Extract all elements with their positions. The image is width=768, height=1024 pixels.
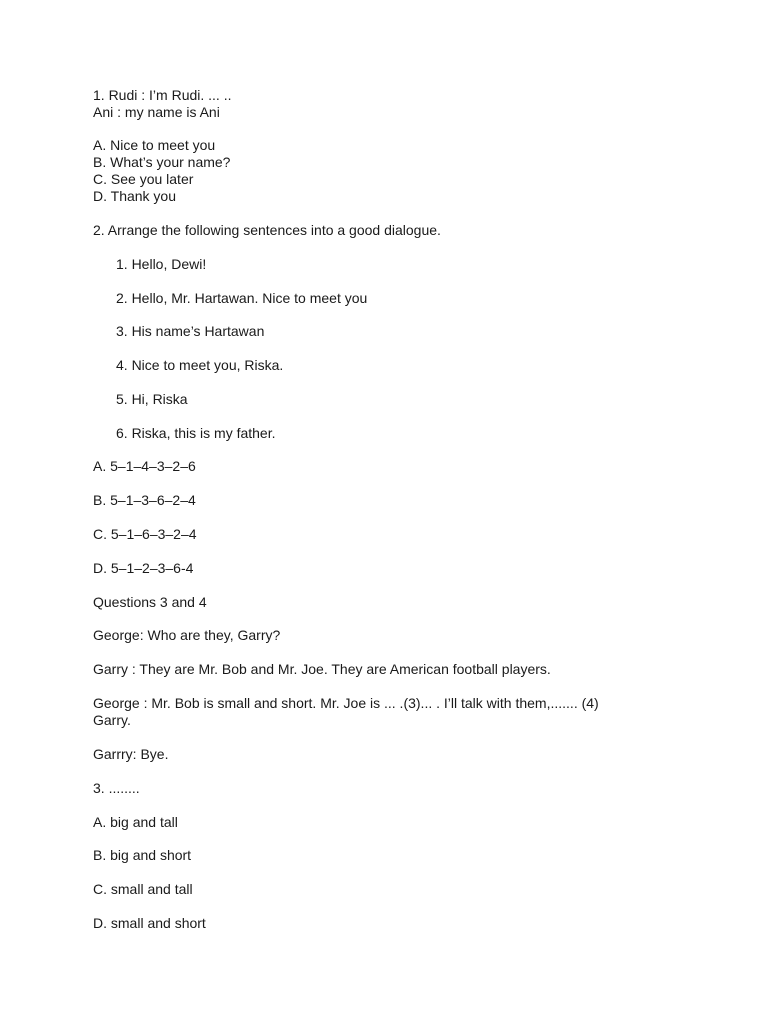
q1-line-1: 1. Rudi : I’m Rudi. ... .. (93, 87, 232, 103)
q3-option-c: C. small and tall (93, 881, 193, 897)
q2-sentence-5: 5. Hi, Riska (116, 391, 188, 407)
q3-option-b: B. big and short (93, 847, 192, 863)
q2-option-c: C. 5–1–6–3–2–4 (93, 526, 197, 542)
q1-option-c: C. See you later (93, 171, 194, 187)
q2-sentence-3: 3. His name’s Hartawan (116, 323, 265, 339)
q2-sentence-2: 2. Hello, Mr. Hartawan. Nice to meet you (116, 290, 368, 306)
q1-option-a: A. Nice to meet you (93, 137, 216, 153)
q3-option-a: A. big and tall (93, 814, 178, 830)
q3-option-d: D. small and short (93, 915, 206, 931)
q34-dialogue-4: Garrry: Bye. (93, 746, 169, 762)
q34-dialogue-1: George: Who are they, Garry? (93, 627, 281, 643)
q1-option-b: B. What’s your name? (93, 154, 231, 170)
q2-sentence-4: 4. Nice to meet you, Riska. (116, 357, 284, 373)
q2-prompt: 2. Arrange the following sentences into a good dialogue. (93, 222, 441, 238)
q34-heading: Questions 3 and 4 (93, 594, 207, 610)
q2-sentence-6: 6. Riska, this is my father. (116, 425, 276, 441)
q3-stem: 3. ........ (93, 780, 140, 796)
q1-option-d: D. Thank you (93, 188, 177, 204)
q2-sentence-1: 1. Hello, Dewi! (116, 256, 207, 272)
q34-dialogue-3: George : Mr. Bob is small and short. Mr. Joe is ... .(3)... . I’ll talk with them,....... (4) (93, 695, 599, 711)
q34-dialogue-2: Garry : They are Mr. Bob and Mr. Joe. They are American football players. (93, 661, 551, 677)
q2-option-a: A. 5–1–4–3–2–6 (93, 458, 196, 474)
q2-option-b: B. 5–1–3–6–2–4 (93, 492, 196, 508)
q1-line-2: Ani : my name is Ani (93, 104, 220, 120)
q34-dialogue-3-cont: Garry. (93, 712, 131, 728)
q2-option-d: D. 5–1–2–3–6-4 (93, 560, 194, 576)
